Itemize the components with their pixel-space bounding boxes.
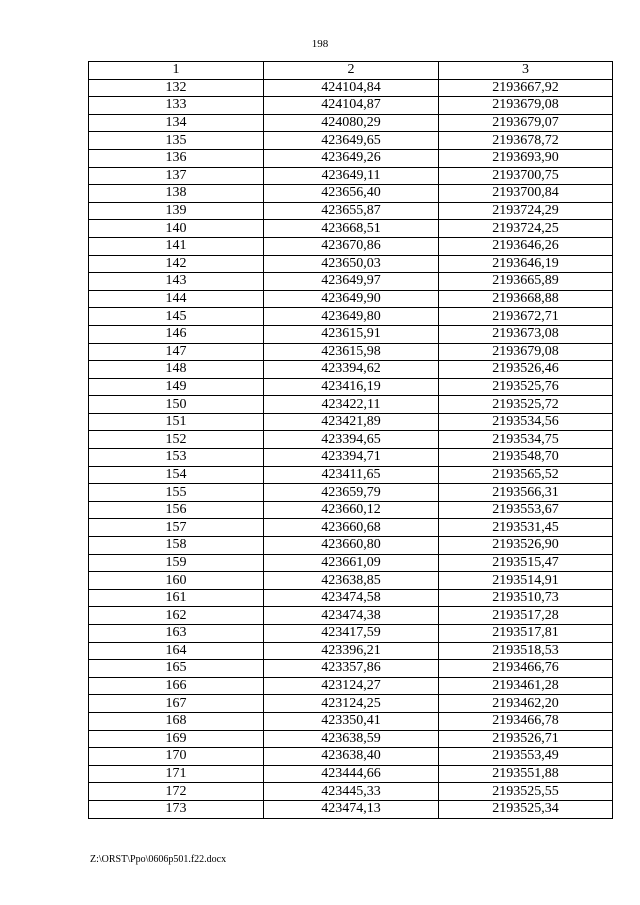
x-coordinate-cell: 424104,87 bbox=[264, 97, 439, 115]
x-coordinate-cell: 423649,80 bbox=[264, 308, 439, 326]
table-row bbox=[89, 572, 613, 590]
x-coordinate-cell: 423660,12 bbox=[264, 501, 439, 519]
table-row bbox=[89, 114, 613, 132]
column-header-3: 3 bbox=[439, 62, 613, 80]
table-row bbox=[89, 449, 613, 467]
x-coordinate-cell: 423615,98 bbox=[264, 343, 439, 361]
y-coordinate-cell: 2193514,91 bbox=[439, 572, 613, 590]
y-coordinate-cell: 2193724,25 bbox=[439, 220, 613, 238]
table-row bbox=[89, 255, 613, 273]
x-coordinate-cell: 423661,09 bbox=[264, 554, 439, 572]
y-coordinate-cell: 2193565,52 bbox=[439, 466, 613, 484]
point-number-cell: 160 bbox=[89, 572, 264, 590]
point-number-cell: 171 bbox=[89, 765, 264, 783]
point-number-cell: 162 bbox=[89, 607, 264, 625]
table-row bbox=[89, 220, 613, 238]
point-number-cell: 166 bbox=[89, 677, 264, 695]
x-coordinate-cell: 423660,68 bbox=[264, 519, 439, 537]
x-coordinate-cell: 423445,33 bbox=[264, 783, 439, 801]
y-coordinate-cell: 2193667,92 bbox=[439, 79, 613, 97]
x-coordinate-cell: 423660,80 bbox=[264, 537, 439, 555]
x-coordinate-cell: 423670,86 bbox=[264, 237, 439, 255]
table-row bbox=[89, 343, 613, 361]
table-row bbox=[89, 185, 613, 203]
point-number-cell: 144 bbox=[89, 290, 264, 308]
point-number-cell: 141 bbox=[89, 237, 264, 255]
y-coordinate-cell: 2193673,08 bbox=[439, 325, 613, 343]
table-header bbox=[89, 62, 613, 80]
point-number-cell: 140 bbox=[89, 220, 264, 238]
x-coordinate-cell: 423656,40 bbox=[264, 185, 439, 203]
table-body bbox=[89, 79, 613, 818]
y-coordinate-cell: 2193531,45 bbox=[439, 519, 613, 537]
point-number-cell: 152 bbox=[89, 431, 264, 449]
table-row bbox=[89, 325, 613, 343]
point-number-cell: 157 bbox=[89, 519, 264, 537]
point-number-cell: 137 bbox=[89, 167, 264, 185]
x-coordinate-cell: 423655,87 bbox=[264, 202, 439, 220]
y-coordinate-cell: 2193534,56 bbox=[439, 413, 613, 431]
x-coordinate-cell: 423649,90 bbox=[264, 290, 439, 308]
point-number-cell: 172 bbox=[89, 783, 264, 801]
x-coordinate-cell: 423421,89 bbox=[264, 413, 439, 431]
table-row bbox=[89, 79, 613, 97]
x-coordinate-cell: 423394,65 bbox=[264, 431, 439, 449]
y-coordinate-cell: 2193462,20 bbox=[439, 695, 613, 713]
x-coordinate-cell: 423444,66 bbox=[264, 765, 439, 783]
x-coordinate-cell: 423474,38 bbox=[264, 607, 439, 625]
coordinates-table bbox=[88, 61, 613, 819]
y-coordinate-cell: 2193526,46 bbox=[439, 361, 613, 379]
y-coordinate-cell: 2193679,08 bbox=[439, 343, 613, 361]
point-number-cell: 143 bbox=[89, 273, 264, 291]
x-coordinate-cell: 423638,40 bbox=[264, 748, 439, 766]
y-coordinate-cell: 2193526,90 bbox=[439, 537, 613, 555]
x-coordinate-cell: 423124,25 bbox=[264, 695, 439, 713]
table-row bbox=[89, 484, 613, 502]
x-coordinate-cell: 423357,86 bbox=[264, 660, 439, 678]
table-row bbox=[89, 132, 613, 150]
y-coordinate-cell: 2193678,72 bbox=[439, 132, 613, 150]
table-row bbox=[89, 783, 613, 801]
y-coordinate-cell: 2193526,71 bbox=[439, 730, 613, 748]
footer-file-path: Z:\ORST\Ppo\0606p501.f22.docx bbox=[90, 854, 227, 865]
point-number-cell: 155 bbox=[89, 484, 264, 502]
point-number-cell: 135 bbox=[89, 132, 264, 150]
y-coordinate-cell: 2193551,88 bbox=[439, 765, 613, 783]
x-coordinate-cell: 423650,03 bbox=[264, 255, 439, 273]
y-coordinate-cell: 2193693,90 bbox=[439, 149, 613, 167]
table-row bbox=[89, 625, 613, 643]
y-coordinate-cell: 2193525,55 bbox=[439, 783, 613, 801]
column-header-1: 1 bbox=[89, 62, 264, 80]
table-row bbox=[89, 748, 613, 766]
table-row bbox=[89, 642, 613, 660]
x-coordinate-cell: 424080,29 bbox=[264, 114, 439, 132]
point-number-cell: 158 bbox=[89, 537, 264, 555]
y-coordinate-cell: 2193668,88 bbox=[439, 290, 613, 308]
table-row bbox=[89, 466, 613, 484]
table-row bbox=[89, 730, 613, 748]
point-number-cell: 151 bbox=[89, 413, 264, 431]
x-coordinate-cell: 423659,79 bbox=[264, 484, 439, 502]
x-coordinate-cell: 423649,97 bbox=[264, 273, 439, 291]
x-coordinate-cell: 423474,58 bbox=[264, 589, 439, 607]
table-row bbox=[89, 695, 613, 713]
point-number-cell: 168 bbox=[89, 712, 264, 730]
y-coordinate-cell: 2193525,76 bbox=[439, 378, 613, 396]
y-coordinate-cell: 2193515,47 bbox=[439, 554, 613, 572]
y-coordinate-cell: 2193466,76 bbox=[439, 660, 613, 678]
point-number-cell: 145 bbox=[89, 308, 264, 326]
y-coordinate-cell: 2193525,34 bbox=[439, 800, 613, 818]
table-row bbox=[89, 378, 613, 396]
y-coordinate-cell: 2193646,26 bbox=[439, 237, 613, 255]
table-row bbox=[89, 660, 613, 678]
x-coordinate-cell: 423350,41 bbox=[264, 712, 439, 730]
x-coordinate-cell: 423411,65 bbox=[264, 466, 439, 484]
table-row bbox=[89, 308, 613, 326]
y-coordinate-cell: 2193566,31 bbox=[439, 484, 613, 502]
table-row bbox=[89, 149, 613, 167]
point-number-cell: 133 bbox=[89, 97, 264, 115]
y-coordinate-cell: 2193553,67 bbox=[439, 501, 613, 519]
point-number-cell: 156 bbox=[89, 501, 264, 519]
x-coordinate-cell: 423638,59 bbox=[264, 730, 439, 748]
y-coordinate-cell: 2193510,73 bbox=[439, 589, 613, 607]
point-number-cell: 146 bbox=[89, 325, 264, 343]
table-row bbox=[89, 501, 613, 519]
table-row bbox=[89, 589, 613, 607]
y-coordinate-cell: 2193466,78 bbox=[439, 712, 613, 730]
x-coordinate-cell: 423417,59 bbox=[264, 625, 439, 643]
point-number-cell: 161 bbox=[89, 589, 264, 607]
y-coordinate-cell: 2193525,72 bbox=[439, 396, 613, 414]
y-coordinate-cell: 2193518,53 bbox=[439, 642, 613, 660]
column-header-2: 2 bbox=[264, 62, 439, 80]
x-coordinate-cell: 423396,21 bbox=[264, 642, 439, 660]
x-coordinate-cell: 423638,85 bbox=[264, 572, 439, 590]
table-row bbox=[89, 273, 613, 291]
point-number-cell: 139 bbox=[89, 202, 264, 220]
x-coordinate-cell: 423394,62 bbox=[264, 361, 439, 379]
point-number-cell: 132 bbox=[89, 79, 264, 97]
point-number-cell: 170 bbox=[89, 748, 264, 766]
point-number-cell: 153 bbox=[89, 449, 264, 467]
table-row bbox=[89, 237, 613, 255]
y-coordinate-cell: 2193461,28 bbox=[439, 677, 613, 695]
header-row bbox=[89, 62, 613, 80]
x-coordinate-cell: 423416,19 bbox=[264, 378, 439, 396]
point-number-cell: 165 bbox=[89, 660, 264, 678]
point-number-cell: 136 bbox=[89, 149, 264, 167]
y-coordinate-cell: 2193517,28 bbox=[439, 607, 613, 625]
y-coordinate-cell: 2193553,49 bbox=[439, 748, 613, 766]
point-number-cell: 173 bbox=[89, 800, 264, 818]
y-coordinate-cell: 2193724,29 bbox=[439, 202, 613, 220]
y-coordinate-cell: 2193679,08 bbox=[439, 97, 613, 115]
x-coordinate-cell: 423422,11 bbox=[264, 396, 439, 414]
point-number-cell: 163 bbox=[89, 625, 264, 643]
y-coordinate-cell: 2193672,71 bbox=[439, 308, 613, 326]
table-row bbox=[89, 167, 613, 185]
x-coordinate-cell: 423649,26 bbox=[264, 149, 439, 167]
point-number-cell: 167 bbox=[89, 695, 264, 713]
table-row bbox=[89, 607, 613, 625]
y-coordinate-cell: 2193646,19 bbox=[439, 255, 613, 273]
y-coordinate-cell: 2193548,70 bbox=[439, 449, 613, 467]
point-number-cell: 148 bbox=[89, 361, 264, 379]
x-coordinate-cell: 423649,65 bbox=[264, 132, 439, 150]
x-coordinate-cell: 423649,11 bbox=[264, 167, 439, 185]
point-number-cell: 149 bbox=[89, 378, 264, 396]
point-number-cell: 164 bbox=[89, 642, 264, 660]
y-coordinate-cell: 2193517,81 bbox=[439, 625, 613, 643]
y-coordinate-cell: 2193679,07 bbox=[439, 114, 613, 132]
table-row bbox=[89, 537, 613, 555]
point-number-cell: 147 bbox=[89, 343, 264, 361]
point-number-cell: 154 bbox=[89, 466, 264, 484]
table-row bbox=[89, 800, 613, 818]
point-number-cell: 159 bbox=[89, 554, 264, 572]
table-row bbox=[89, 97, 613, 115]
table-row bbox=[89, 677, 613, 695]
table-row bbox=[89, 290, 613, 308]
page-number: 198 bbox=[311, 38, 329, 50]
y-coordinate-cell: 2193665,89 bbox=[439, 273, 613, 291]
table-row bbox=[89, 519, 613, 537]
point-number-cell: 134 bbox=[89, 114, 264, 132]
point-number-cell: 150 bbox=[89, 396, 264, 414]
x-coordinate-cell: 423124,27 bbox=[264, 677, 439, 695]
point-number-cell: 142 bbox=[89, 255, 264, 273]
table-row bbox=[89, 765, 613, 783]
table-row bbox=[89, 431, 613, 449]
table-row bbox=[89, 202, 613, 220]
x-coordinate-cell: 423394,71 bbox=[264, 449, 439, 467]
table-row bbox=[89, 413, 613, 431]
x-coordinate-cell: 423668,51 bbox=[264, 220, 439, 238]
x-coordinate-cell: 423615,91 bbox=[264, 325, 439, 343]
x-coordinate-cell: 423474,13 bbox=[264, 800, 439, 818]
table-row bbox=[89, 396, 613, 414]
x-coordinate-cell: 424104,84 bbox=[264, 79, 439, 97]
point-number-cell: 138 bbox=[89, 185, 264, 203]
table-row bbox=[89, 554, 613, 572]
y-coordinate-cell: 2193700,84 bbox=[439, 185, 613, 203]
table-row bbox=[89, 712, 613, 730]
y-coordinate-cell: 2193534,75 bbox=[439, 431, 613, 449]
point-number-cell: 169 bbox=[89, 730, 264, 748]
y-coordinate-cell: 2193700,75 bbox=[439, 167, 613, 185]
table-row bbox=[89, 361, 613, 379]
